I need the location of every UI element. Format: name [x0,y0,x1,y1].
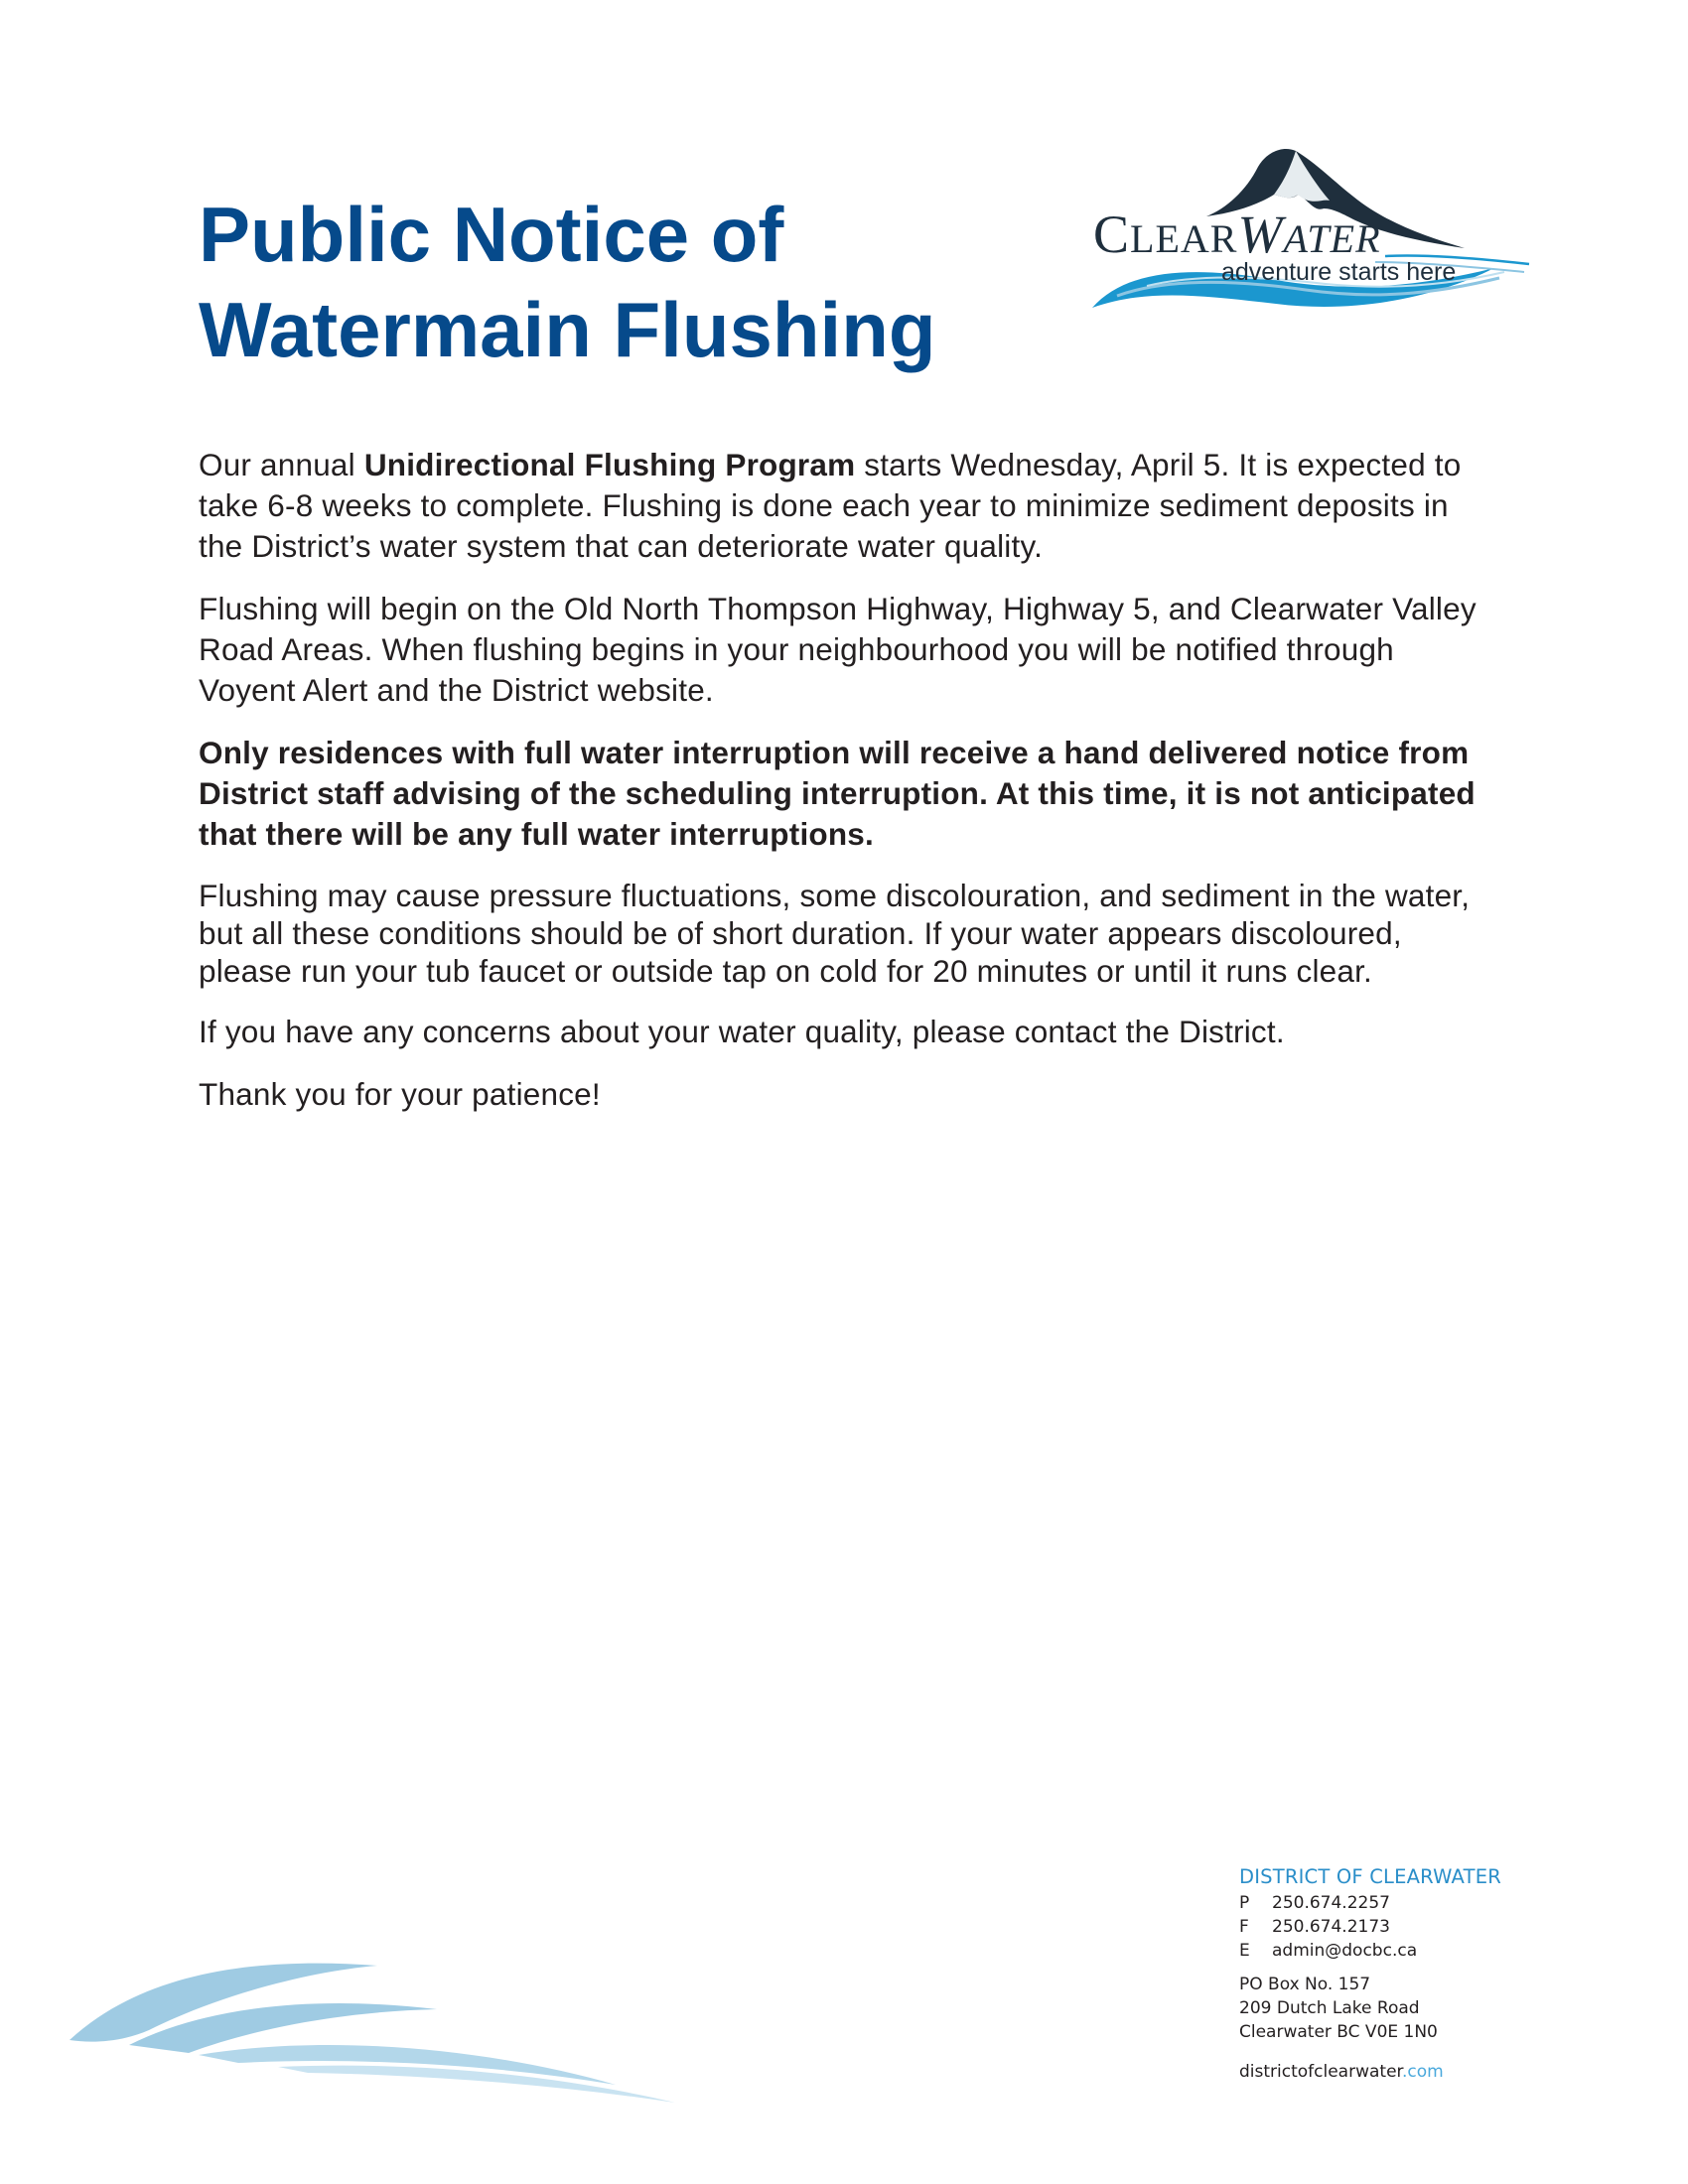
paragraph-thanks: Thank you for your patience! [199,1076,601,1112]
p1-text-start: Our annual [199,447,364,482]
contact-block [1239,1863,1537,2084]
address-line-2: 209 Dutch Lake Road [1239,1998,1420,2018]
svg-text:CLEARWATER [1093,205,1381,264]
paragraph-locations: Flushing will begin on the Old North Thompson Highway, Highway 5, and Clearwater Valley Road Areas. When flushing begins in your neighbourhood you will be notified through Voyent Alert and the District website. [199,591,1477,708]
logo-letters-ater: ATER [1283,216,1381,261]
website-main: districtofclearwater [1239,2062,1402,2082]
email-link[interactable]: admin@docbc.ca [1272,1941,1418,1961]
paragraph-effects: Flushing may cause pressure fluctuations, some discolouration, and sediment in the water, but all these conditions should be of short duration. If your water appears discoloured, please run your tub faucet or outside tap on cold for 20 minutes or until it runs clear. [199,878,1471,989]
email-label: E [1239,1941,1250,1961]
page-title [199,187,1053,377]
p3-bold-text: Only residences with full water interruption will receive a hand delivered notice from District staff advising of the scheduling interruption. At this time, it is not anticipated that there will be any full water interruptions. [199,735,1476,852]
paragraph-contact: If you have any concerns about your water quality, please contact the District. [199,1014,1285,1049]
fax-label: F [1239,1917,1249,1937]
p1-program-name: Unidirectional Flushing Program [363,447,856,482]
notice-body [199,445,1499,1137]
website-link[interactable] [1239,2060,1537,2084]
logo-letter-c: C [1093,205,1131,264]
email-row [1239,1939,1537,1963]
clearwater-logo [1087,139,1544,338]
p1-text-end: starts Wednesday, April 5. It is expected to take 6-8 weeks to complete. Flushing is done each year to minimize sediment deposits in the District’s water system that can deteriorate water quality. [199,447,1462,564]
fax-number: 250.674.2173 [1272,1917,1390,1937]
website-tld: .com [1401,2062,1444,2082]
title-line-1: Public Notice of [199,191,784,278]
address-line-3: Clearwater BC V0E 1N0 [1239,2022,1438,2042]
paragraph-interruptions [199,733,1499,855]
address-line-1: PO Box No. 157 [1239,1975,1371,1994]
logo-letters-lear: LEAR [1130,216,1238,261]
phone-number[interactable]: 250.674.2257 [1272,1893,1390,1913]
fax-row [1239,1915,1537,1939]
paragraph-program [199,445,1499,567]
title-line-2: Watermain Flushing [199,286,936,373]
logo-tagline: adventure starts here [1221,258,1457,286]
phone-row [1239,1891,1537,1915]
logo-letter-w: W [1237,205,1284,264]
phone-label: P [1239,1893,1250,1913]
org-name: DISTRICT OF CLEARWATER [1239,1865,1501,1888]
footer-wave-graphic [60,1936,854,2115]
